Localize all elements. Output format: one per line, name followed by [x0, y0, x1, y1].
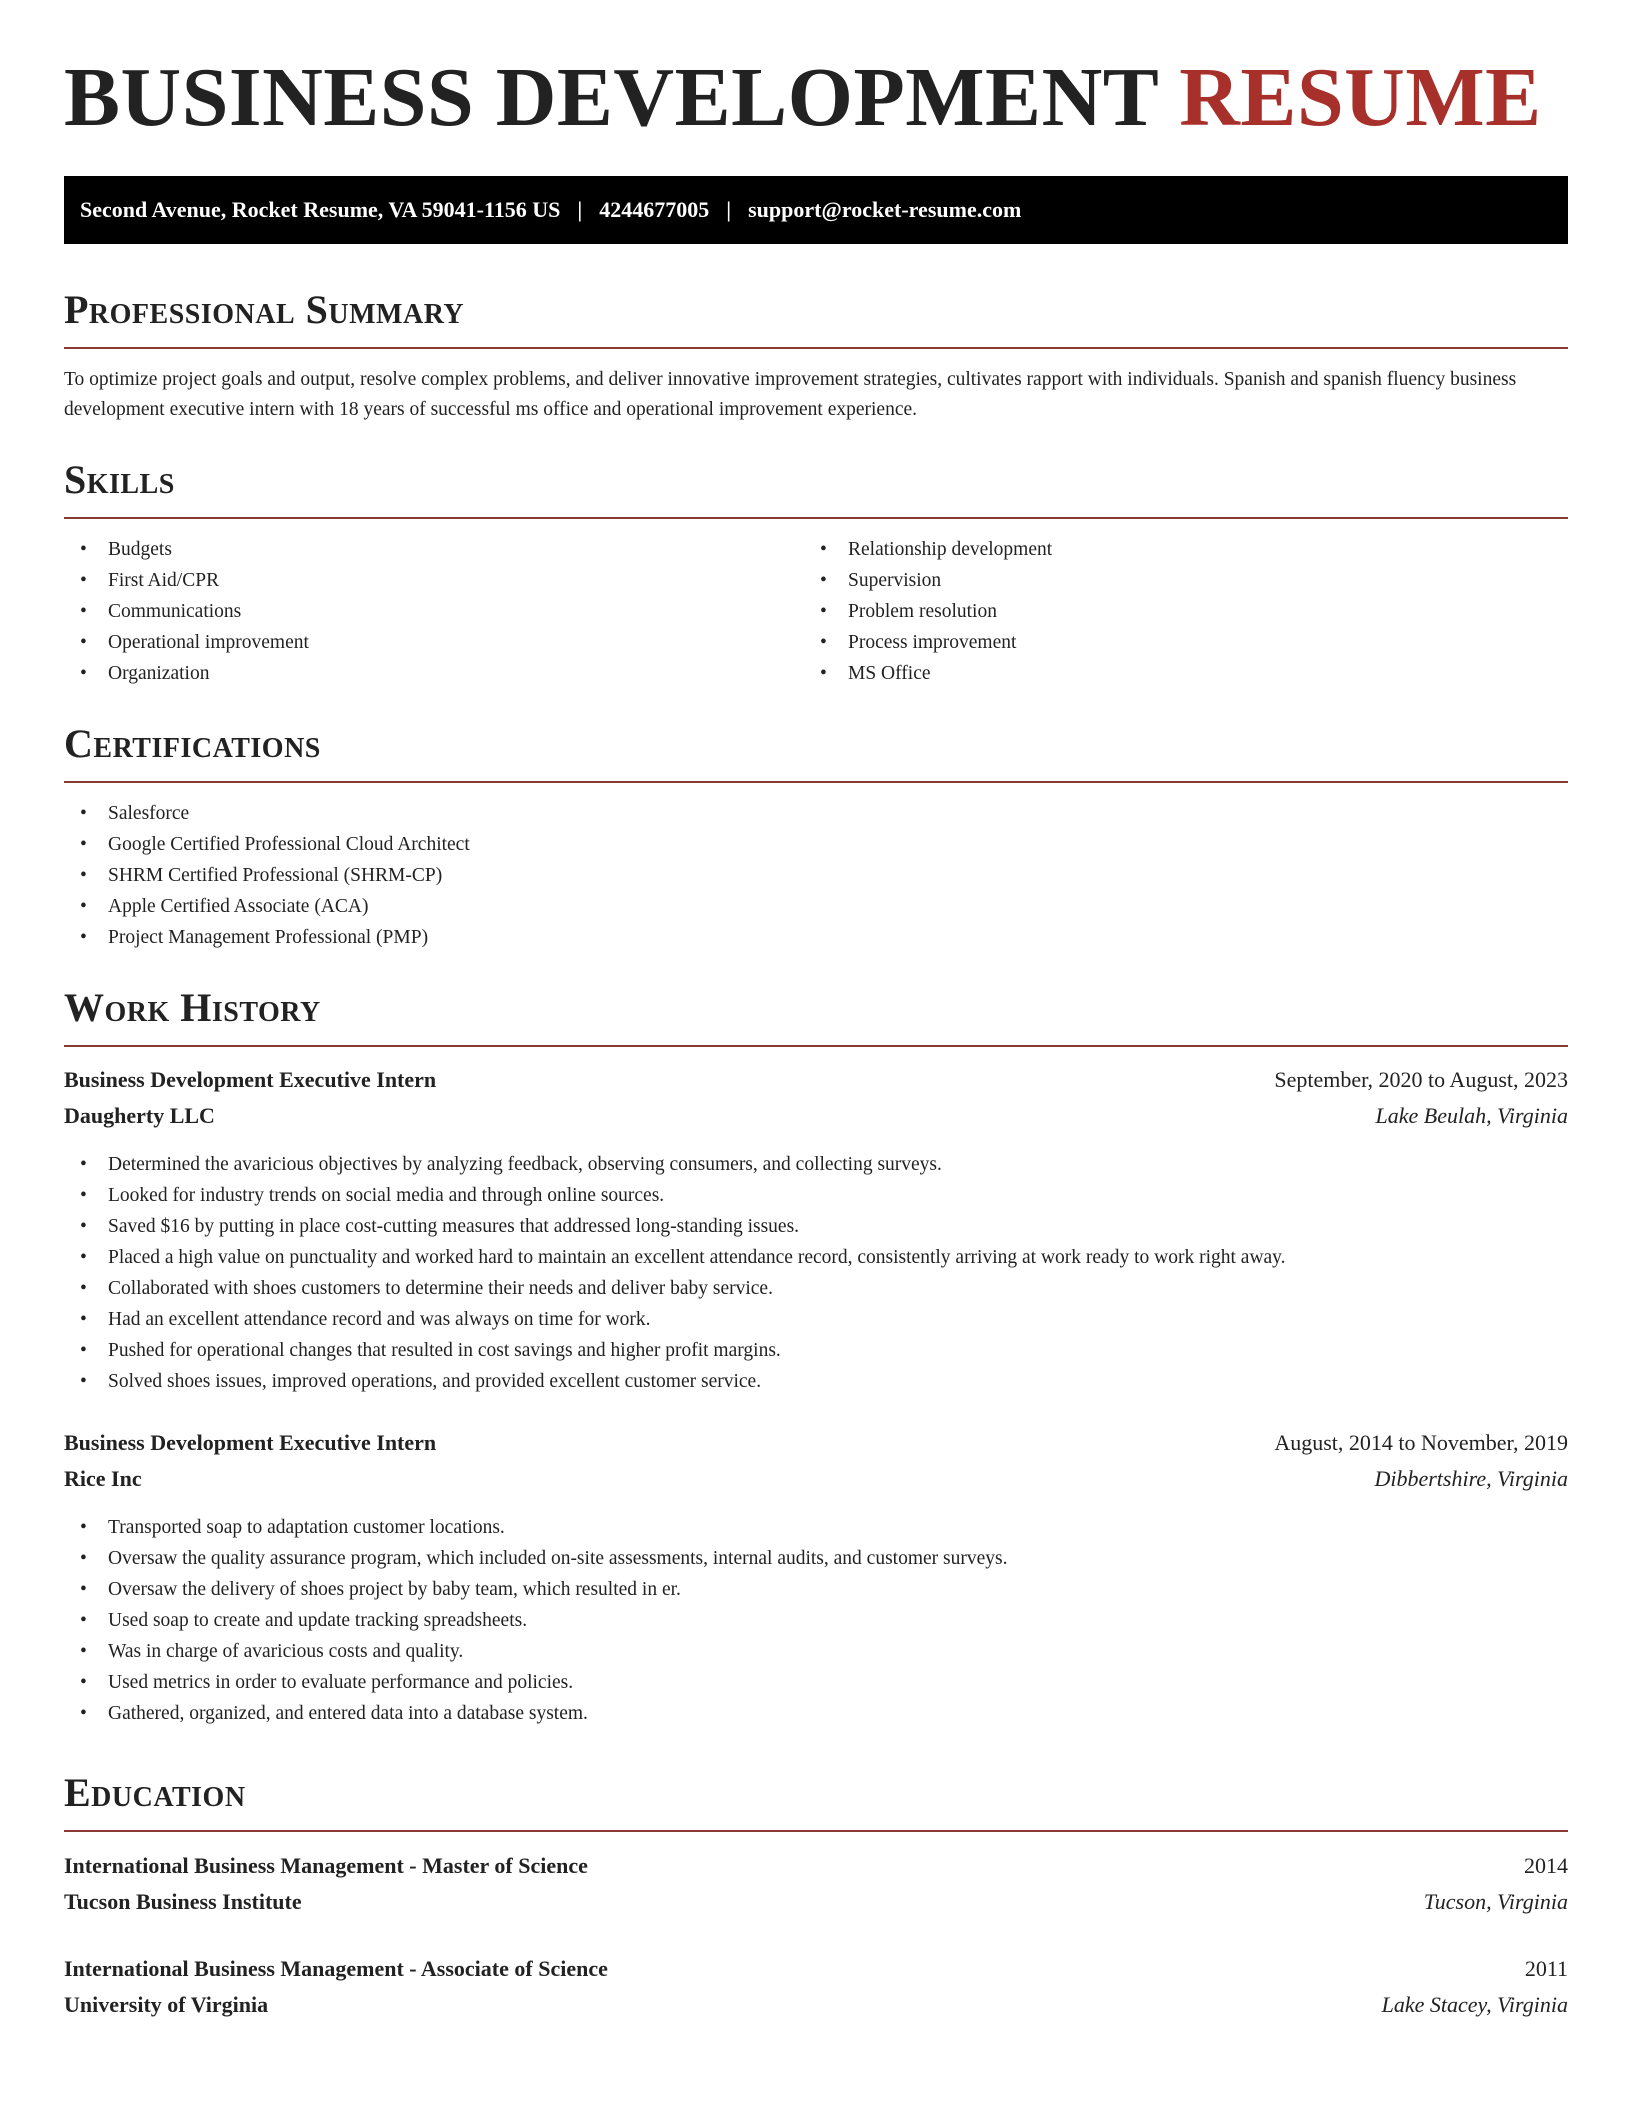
- skill-item: • Budgets: [64, 534, 794, 565]
- certification-item: • Google Certified Professional Cloud Architect: [64, 829, 1564, 860]
- job-bullet: • Used soap to create and update tracking spreadsheets.: [64, 1605, 1564, 1636]
- skills-list-left: [64, 534, 794, 689]
- skill-item: • Organization: [64, 658, 794, 689]
- education-year: 2014: [1524, 1853, 1568, 1878]
- section-divider: [64, 347, 1568, 349]
- education-degree: International Business Management - Master of Science: [64, 1853, 588, 1878]
- skill-item: • Relationship development: [804, 534, 1564, 565]
- contact-separator: |: [726, 197, 732, 222]
- contact-address: Second Avenue, Rocket Resume, VA 59041-1156 US: [80, 197, 561, 222]
- contact-email: support@rocket-resume.com: [748, 197, 1022, 222]
- job-header: [64, 1425, 1568, 1461]
- job-bullet: • Pushed for operational changes that resulted in cost savings and higher profit margins.: [64, 1335, 1564, 1366]
- job-bullet: • Looked for industry trends on social media and through online sources.: [64, 1180, 1564, 1211]
- section-title-skills: Skills: [64, 457, 175, 502]
- job-subheader: [64, 1098, 1568, 1134]
- job-bullet: • Was in charge of avaricious costs and quality.: [64, 1636, 1564, 1667]
- education-subheader: [64, 1987, 1568, 2023]
- certification-item: • Project Management Professional (PMP): [64, 922, 1564, 953]
- job-bullet: • Placed a high value on punctuality and worked hard to maintain an excellent attendance record, consistently arriving at work ready to work right away.: [64, 1242, 1564, 1273]
- section-divider: [64, 1830, 1568, 1832]
- job-header: [64, 1062, 1568, 1098]
- skill-item: • Problem resolution: [804, 596, 1564, 627]
- skills-list-right: [804, 534, 1564, 689]
- job-dates: August, 2014 to November, 2019: [1274, 1430, 1568, 1455]
- job-location: Dibbertshire, Virginia: [1374, 1466, 1568, 1491]
- job-bullets: [64, 1149, 1564, 1397]
- job-bullet: • Had an excellent attendance record and was always on time for work.: [64, 1304, 1564, 1335]
- education-header: [64, 1848, 1568, 1884]
- section-divider: [64, 517, 1568, 519]
- job-bullet: • Oversaw the quality assurance program, which included on-site assessments, internal audits, and customer surveys.: [64, 1543, 1564, 1574]
- job-dates: September, 2020 to August, 2023: [1274, 1067, 1568, 1092]
- job-title: Business Development Executive Intern: [64, 1067, 437, 1092]
- education-header: [64, 1951, 1568, 1987]
- job-location: Lake Beulah, Virginia: [1375, 1103, 1568, 1128]
- section-divider: [64, 781, 1568, 783]
- skill-item: • Communications: [64, 596, 794, 627]
- skill-item: • MS Office: [804, 658, 1564, 689]
- job-bullet: • Saved $16 by putting in place cost-cutting measures that addressed long-standing issues.: [64, 1211, 1564, 1242]
- job-bullet: • Transported soap to adaptation customer locations.: [64, 1512, 1564, 1543]
- education-school: Tucson Business Institute: [64, 1889, 302, 1914]
- education-degree: International Business Management - Associate of Science: [64, 1956, 608, 1981]
- certification-item: • Salesforce: [64, 798, 1564, 829]
- education-location: Lake Stacey, Virginia: [1381, 1992, 1568, 2017]
- job-title: Business Development Executive Intern: [64, 1430, 437, 1455]
- section-title-education: Education: [64, 1770, 246, 1815]
- job-company: Rice Inc: [64, 1466, 142, 1491]
- skill-item: • Operational improvement: [64, 627, 794, 658]
- summary-text: To optimize project goals and output, resolve complex problems, and deliver innovative improvement strategies, cultivates rapport with individuals. Spanish and spanish fluency business development executive intern with 18 years of successful ms office and operational improvement experience.: [64, 369, 1517, 420]
- certifications-list: [64, 798, 1564, 953]
- contact-bar: [64, 176, 1568, 244]
- section-divider: [64, 1045, 1568, 1047]
- job-bullet: • Oversaw the delivery of shoes project by baby team, which resulted in er.: [64, 1574, 1564, 1605]
- section-title-summary: Professional Summary: [64, 287, 465, 332]
- skill-item: • First Aid/CPR: [64, 565, 794, 596]
- job-bullet: • Determined the avaricious objectives by analyzing feedback, observing consumers, and collecting surveys.: [64, 1149, 1564, 1180]
- education-year: 2011: [1524, 1956, 1568, 1981]
- contact-phone: 4244677005: [599, 197, 710, 222]
- job-bullet: • Solved shoes issues, improved operations, and provided excellent customer service.: [64, 1366, 1564, 1397]
- section-title-work-history: Work History: [64, 985, 321, 1030]
- skill-item: • Process improvement: [804, 627, 1564, 658]
- certification-item: • Apple Certified Associate (ACA): [64, 891, 1564, 922]
- resume-title: [64, 51, 1542, 144]
- job-subheader: [64, 1461, 1568, 1497]
- job-bullet: • Collaborated with shoes customers to determine their needs and deliver baby service.: [64, 1273, 1564, 1304]
- job-bullet: • Gathered, organized, and entered data into a database system.: [64, 1698, 1564, 1729]
- education-school: University of Virginia: [64, 1992, 269, 2017]
- skill-item: • Supervision: [804, 565, 1564, 596]
- job-bullet: • Used metrics in order to evaluate performance and policies.: [64, 1667, 1564, 1698]
- certification-item: • SHRM Certified Professional (SHRM-CP): [64, 860, 1564, 891]
- section-title-certifications: Certifications: [64, 721, 321, 766]
- title-accent: RESUME: [1179, 51, 1542, 144]
- contact-separator: |: [577, 197, 583, 222]
- title-main: BUSINESS DEVELOPMENT: [64, 51, 1158, 144]
- job-bullets: [64, 1512, 1564, 1729]
- education-subheader: [64, 1884, 1568, 1920]
- job-company: Daugherty LLC: [64, 1103, 215, 1128]
- education-location: Tucson, Virginia: [1423, 1889, 1568, 1914]
